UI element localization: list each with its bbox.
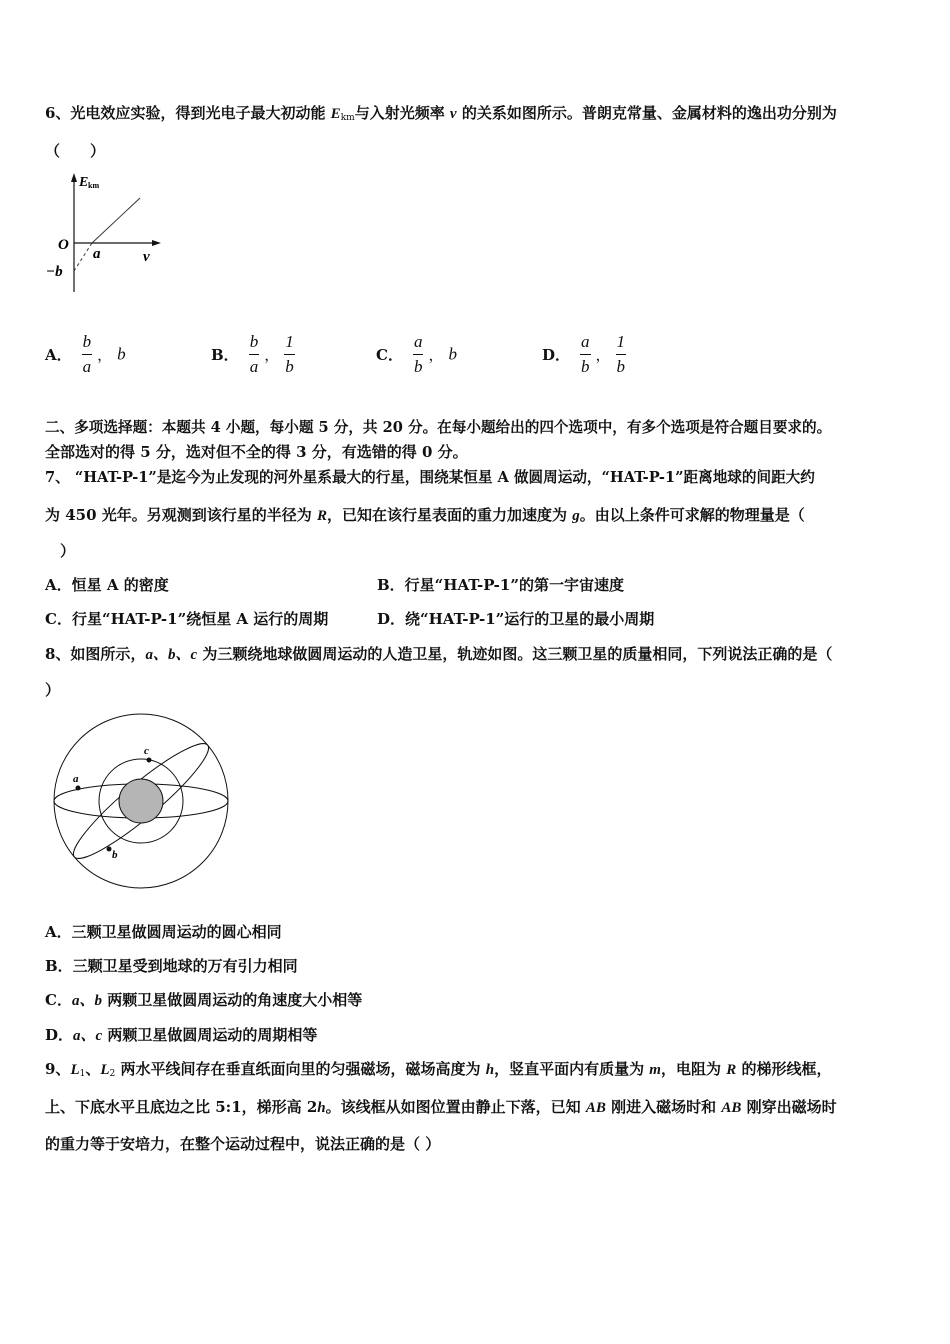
q8-option-c-var: a、b bbox=[71, 993, 102, 1009]
q8-label-c: c bbox=[144, 745, 149, 757]
q9-var-AB1: AB bbox=[585, 1100, 606, 1116]
q6-var-nu: ν bbox=[449, 106, 457, 122]
section2-heading-line1: 二、多项选择题：本题共 4 小题，每小题 5 分，共 20 分。在每小题给出的四个选项中，有多个选项是符合题目要求的。 bbox=[45, 419, 832, 436]
q9-text-h: 刚穿出磁场时 bbox=[741, 1098, 837, 1116]
q9-var-L2: L bbox=[100, 1062, 110, 1078]
option-sep: ， bbox=[595, 348, 611, 364]
q8-label-a: a bbox=[73, 773, 79, 785]
q6-text-a: 6、光电效应实验，得到光电子最大初动能 bbox=[45, 104, 331, 122]
q6-option-b-frac2 bbox=[284, 332, 295, 377]
q6-graph-xlabel: v bbox=[143, 249, 150, 265]
q8-option-a[interactable]: A．三颗卫星做圆周运动的圆心相同 bbox=[45, 923, 282, 941]
frac-num: 1 bbox=[284, 332, 295, 355]
option-var: b bbox=[448, 344, 457, 364]
option-sep: ， bbox=[97, 348, 113, 364]
q8-option-d[interactable] bbox=[45, 1024, 317, 1045]
q9-var-L2-sub: 2 bbox=[109, 1069, 116, 1079]
q6-stem-line1 bbox=[45, 102, 837, 123]
q8-option-d-var: a、c bbox=[73, 1028, 103, 1044]
q6-option-a[interactable] bbox=[45, 332, 126, 377]
q9-stem-line1 bbox=[45, 1058, 831, 1079]
q9-var-m: m bbox=[649, 1062, 661, 1078]
q6-option-d[interactable] bbox=[542, 332, 626, 377]
q9-text-d: 的梯形线框， bbox=[736, 1060, 832, 1078]
option-sep: ， bbox=[264, 348, 280, 364]
q6-graph-ylabel-sub: km bbox=[88, 181, 100, 190]
frac-den: b bbox=[413, 357, 423, 376]
q8-stem-line2: ） bbox=[45, 681, 61, 699]
q9-text-b: ，竖直平面内有质量为 bbox=[494, 1060, 650, 1078]
q6-graph-a: a bbox=[93, 246, 101, 262]
q7-option-d[interactable]: D．绕“HAT-P-1”运行的卫星的最小周期 bbox=[377, 610, 655, 628]
q8-option-c[interactable] bbox=[45, 989, 362, 1010]
q7-text-b: ，已知在该行星表面的重力加速度为 bbox=[327, 506, 573, 524]
q9-var-AB2: AB bbox=[721, 1100, 742, 1116]
q9-var-h: h bbox=[485, 1062, 495, 1078]
q8-stem-line1 bbox=[45, 643, 832, 664]
q6-option-d-frac2 bbox=[616, 332, 627, 377]
q9-text-f: 。该线框从如图位置由静止下落，已知 bbox=[325, 1098, 586, 1116]
frac-num: a bbox=[580, 332, 591, 355]
q8-option-d-text: 两颗卫星做圆周运动的周期相等 bbox=[102, 1026, 318, 1044]
q9-var-h2: h bbox=[317, 1100, 326, 1116]
q8-option-b[interactable]: B．三颗卫星受到地球的万有引力相同 bbox=[45, 957, 298, 975]
q6-option-d-frac1 bbox=[580, 332, 591, 377]
q9-text-e: 上、下底水平且底边之比 5:1，梯形高 2 bbox=[45, 1098, 318, 1116]
q6-var-E: E bbox=[330, 106, 341, 122]
frac-num: 1 bbox=[616, 332, 627, 355]
q6-graph-origin: O bbox=[58, 237, 69, 253]
q6-graph-ylabel: E bbox=[79, 175, 89, 190]
q7-stem-line2 bbox=[45, 504, 805, 525]
frac-den: b bbox=[581, 357, 590, 376]
q8-option-c-label: C． bbox=[45, 991, 72, 1009]
section2-heading-line2: 全部选对的得 5 分，选对但不全的得 3 分，有选错的得 0 分。 bbox=[45, 443, 468, 461]
q9-sep: 、 bbox=[85, 1060, 101, 1078]
q9-var-L1-sub: 1 bbox=[79, 1069, 86, 1079]
q8-option-d-label: D． bbox=[45, 1026, 74, 1044]
q9-stem-line2 bbox=[45, 1096, 837, 1117]
q7-text-a: 为 450 光年。另观测到该行星的半径为 bbox=[45, 506, 317, 524]
q8-text-b: 为三颗绕地球做圆周运动的人造卫星，轨迹如图。这三颗卫星的质量相同，下列说法正确的是（ bbox=[197, 645, 833, 663]
q8-label-b: b bbox=[112, 849, 118, 861]
frac-den: a bbox=[82, 357, 92, 376]
q6-var-E-sub: km bbox=[340, 113, 355, 123]
q9-text-a: 两水平线间存在垂直纸面向里的匀强磁场，磁场高度为 bbox=[115, 1060, 486, 1078]
q6-option-b-label: B． bbox=[211, 346, 239, 364]
q7-var-g: g bbox=[572, 508, 580, 524]
frac-num: b bbox=[82, 332, 93, 355]
q8-text-a: 8、如图所示， bbox=[45, 645, 146, 663]
q6-option-c[interactable] bbox=[376, 332, 457, 377]
q7-stem-line1: 7、 “HAT-P-1”是迄今为止发现的河外星系最大的行星，围绕某恒星 A 做圆周运动，“HAT-P-1”距离地球的间距大约 bbox=[45, 469, 815, 486]
q8-option-c-text: 两颗卫星做圆周运动的角速度大小相等 bbox=[101, 991, 363, 1009]
frac-den: b bbox=[616, 357, 626, 376]
q9-text-c: ，电阻为 bbox=[660, 1060, 727, 1078]
frac-den: a bbox=[249, 357, 259, 376]
q6-text-c: 的关系如图所示。普朗克常量、金属材料的逸出功分别为 bbox=[456, 104, 837, 122]
q6-ekm-frequency-graph bbox=[40, 170, 170, 300]
q6-text-b: 与入射光频率 bbox=[354, 104, 450, 122]
q6-option-d-label: D． bbox=[542, 346, 571, 364]
q9-number: 9、 bbox=[45, 1060, 71, 1078]
q6-graph-b: −b bbox=[46, 264, 63, 280]
q7-var-R: R bbox=[316, 508, 327, 524]
q6-option-c-frac bbox=[413, 332, 424, 377]
q8-satellite-orbits-diagram bbox=[48, 708, 238, 898]
q7-text-c: 。由以上条件可求解的物理量是（ bbox=[579, 506, 805, 524]
q6-option-a-frac bbox=[82, 332, 93, 377]
frac-num: a bbox=[413, 332, 424, 355]
q9-text-g: 刚进入磁场时和 bbox=[605, 1098, 722, 1116]
frac-num: b bbox=[249, 332, 260, 355]
option-var: b bbox=[117, 344, 126, 364]
q9-stem-line3: 的重力等于安培力，在整个运动过程中，说法正确的是（ ） bbox=[45, 1135, 441, 1153]
q7-option-a[interactable]: A．恒星 A 的密度 bbox=[45, 576, 169, 594]
q7-stem-line3: ） bbox=[60, 542, 76, 560]
q7-option-c[interactable]: C．行星“HAT-P-1”绕恒星 A 运行的周期 bbox=[45, 610, 329, 628]
q6-option-c-label: C． bbox=[376, 346, 403, 364]
q6-option-b[interactable] bbox=[211, 332, 295, 377]
q9-var-R: R bbox=[726, 1062, 737, 1078]
q8-var-abc: a、b、c bbox=[145, 647, 198, 663]
option-sep: ， bbox=[428, 348, 444, 364]
q6-option-b-frac1 bbox=[249, 332, 260, 377]
q9-var-L1: L bbox=[70, 1062, 80, 1078]
q6-option-a-label: A． bbox=[45, 346, 72, 364]
frac-den: b bbox=[285, 357, 294, 376]
q6-stem-line2: （ ） bbox=[45, 142, 106, 160]
q7-option-b[interactable]: B．行星“HAT-P-1”的第一宇宙速度 bbox=[377, 576, 624, 594]
